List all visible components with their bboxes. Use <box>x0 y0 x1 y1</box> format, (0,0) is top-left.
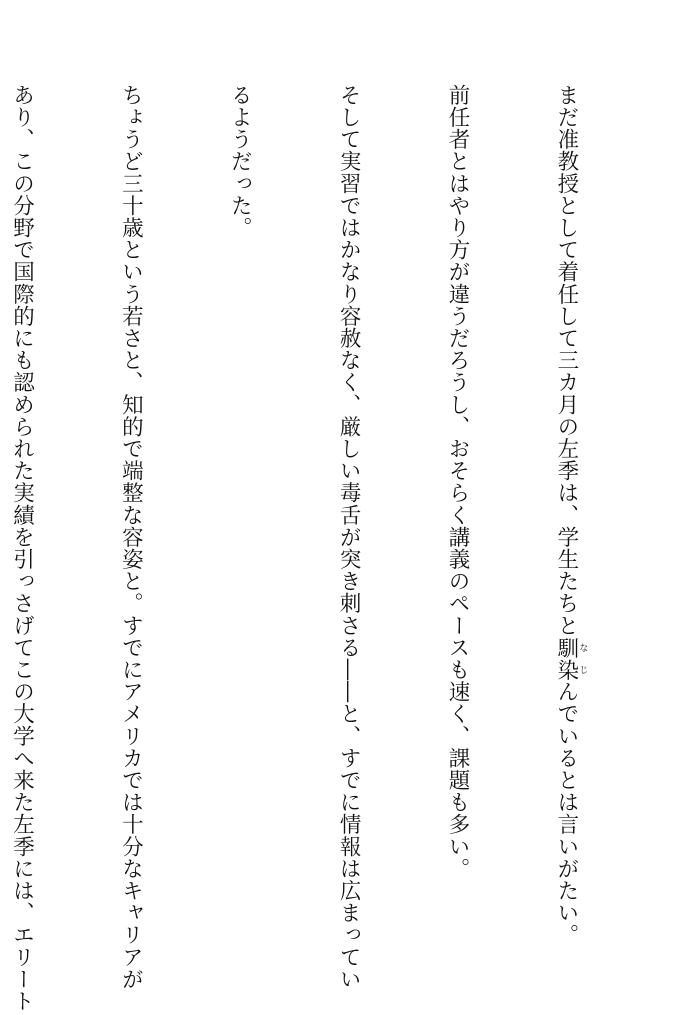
text-line-5: ちょうど三十歳という若さと、知的で端整な容姿と。すでにアメリカでは十分なキャリアが <box>118 84 144 991</box>
text-line-4: るようだった。 <box>227 84 253 239</box>
text-line-1: まだ准教授として着任して三カ月の左季は、学生たちと馴染なじんでいるとは言いがたい。 <box>553 84 588 946</box>
text-line-3: そして実習ではかなり容赦なく、厳しい毒舌が突き刺さる――と、すでに情報は広まってい <box>336 84 362 991</box>
text-line-6: あり、この分野で国際的にも認められた実績を引っさげてこの大学へ来た左季には、エリート <box>9 84 35 1013</box>
text-line-2: 前任者とはやり方が違うだろうし、おそらく講義のペースも速く、課題も多い。 <box>445 84 471 880</box>
ruby-najimi: 馴染なじ <box>553 636 588 681</box>
vertical-text-body <box>0 84 660 1013</box>
